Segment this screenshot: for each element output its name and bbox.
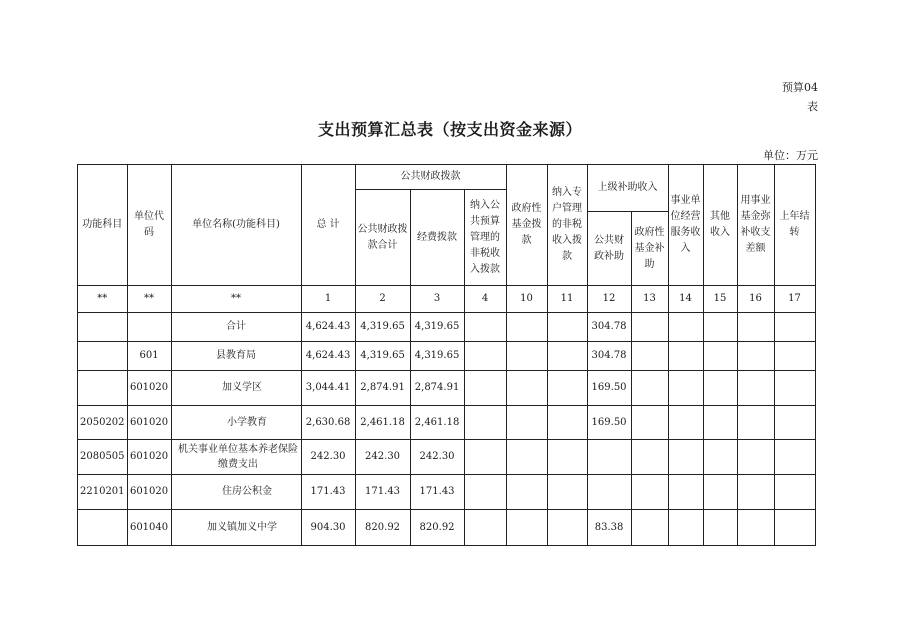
func-subject-cell: 2050202 [78, 406, 128, 440]
table-row [78, 510, 816, 546]
unit-code-cell: 601 [127, 342, 171, 371]
header-fund-balance: 用事业基金弥补收支差额 [737, 165, 774, 286]
budget-table [77, 164, 816, 546]
index-cell: 3 [410, 286, 464, 313]
header-total: 总 计 [301, 165, 355, 286]
index-cell: 1 [301, 286, 355, 313]
unit-code-cell: 601020 [127, 406, 171, 440]
unit-code-cell: 601020 [127, 475, 171, 510]
table-row [78, 440, 816, 475]
pf-subsidy-cell: 304.78 [587, 313, 631, 342]
total-cell: 3,044.41 [301, 371, 355, 406]
index-cell: 4 [464, 286, 506, 313]
pf-subsidy-cell: 169.50 [587, 406, 631, 440]
header-non-tax-in-budget: 纳入公共预算管理的非税收入拨款 [464, 190, 506, 286]
pf-total-cell: 4,319.65 [355, 313, 410, 342]
index-cell: 17 [774, 286, 815, 313]
table-row [78, 475, 816, 510]
page-title: 支出预算汇总表（按支出资金来源） [317, 120, 582, 139]
header-public-finance-group: 公共财政拨款 [355, 165, 506, 190]
index-row [78, 286, 816, 313]
unit-name-cell: 小学教育 [171, 406, 301, 440]
table-row [78, 371, 816, 406]
header-business-income: 事业单位经营服务收入 [668, 165, 703, 286]
table-row [78, 342, 816, 371]
header-public-finance-subsidy: 公共财政补助 [587, 212, 631, 286]
header-unit-name: 单位名称(功能科目) [171, 165, 301, 286]
pf-total-cell: 171.43 [355, 475, 410, 510]
total-cell: 4,624.43 [301, 342, 355, 371]
funding-cell: 2,461.18 [410, 406, 464, 440]
pf-subsidy-cell [587, 475, 631, 510]
pf-total-cell: 820.92 [355, 510, 410, 546]
unit-code-cell: 601040 [127, 510, 171, 546]
header-gov-fund-subsidy: 政府性基金补助 [631, 212, 668, 286]
form-number-line2: 表 [807, 100, 818, 113]
pf-total-cell: 2,461.18 [355, 406, 410, 440]
unit-name-cell: 县教育局 [171, 342, 301, 371]
form-number [782, 78, 818, 116]
header-unit-code: 单位代码 [127, 165, 171, 286]
func-subject-cell [78, 371, 128, 406]
unit-name-cell: 住房公积金 [171, 475, 301, 510]
total-cell: 904.30 [301, 510, 355, 546]
index-cell: 14 [668, 286, 703, 313]
pf-subsidy-cell [587, 440, 631, 475]
unit-code-cell [127, 313, 171, 342]
header-superior-subsidy-group: 上级补助收入 [587, 165, 668, 212]
header-carryover: 上年结转 [774, 165, 815, 286]
unit-code-cell: 601020 [127, 371, 171, 406]
index-cell: 12 [587, 286, 631, 313]
index-cell: ** [78, 286, 128, 313]
func-subject-cell: 2210201 [78, 475, 128, 510]
pf-total-cell: 4,319.65 [355, 342, 410, 371]
header-gov-fund: 政府性基金拨款 [506, 165, 547, 286]
unit-name-cell: 加义镇加义中学 [171, 510, 301, 546]
func-subject-cell [78, 342, 128, 371]
unit-name-cell: 机关事业单位基本养老保险缴费支出 [171, 440, 301, 475]
index-cell: 10 [506, 286, 547, 313]
funding-cell: 4,319.65 [410, 342, 464, 371]
func-subject-cell [78, 510, 128, 546]
header-other-income: 其他收入 [703, 165, 737, 286]
form-number-line1: 预算04 [782, 81, 818, 94]
pf-subsidy-cell: 304.78 [587, 342, 631, 371]
funding-cell: 820.92 [410, 510, 464, 546]
table-row [78, 313, 816, 342]
total-cell: 171.43 [301, 475, 355, 510]
funding-cell: 171.43 [410, 475, 464, 510]
index-cell: 2 [355, 286, 410, 313]
total-cell: 2,630.68 [301, 406, 355, 440]
funding-cell: 242.30 [410, 440, 464, 475]
index-cell: 11 [547, 286, 587, 313]
func-subject-cell: 2080505 [78, 440, 128, 475]
funding-cell: 2,874.91 [410, 371, 464, 406]
header-func-subject: 功能科目 [78, 165, 128, 286]
header-special-non-tax: 纳入专户管理的非税收入拨款 [547, 165, 587, 286]
index-cell: 15 [703, 286, 737, 313]
index-cell: 13 [631, 286, 668, 313]
pf-total-cell: 2,874.91 [355, 371, 410, 406]
unit-label: 单位：万元 [763, 149, 818, 162]
index-cell: ** [127, 286, 171, 313]
total-cell: 4,624.43 [301, 313, 355, 342]
index-cell: 16 [737, 286, 774, 313]
header-public-finance-total: 公共财政拨款合计 [355, 190, 410, 286]
table-row [78, 406, 816, 440]
header-funding: 经费拨款 [410, 190, 464, 286]
pf-subsidy-cell: 169.50 [587, 371, 631, 406]
total-cell: 242.30 [301, 440, 355, 475]
index-cell: ** [171, 286, 301, 313]
unit-name-cell: 加义学区 [171, 371, 301, 406]
unit-name-cell: 合计 [171, 313, 301, 342]
pf-total-cell: 242.30 [355, 440, 410, 475]
funding-cell: 4,319.65 [410, 313, 464, 342]
pf-subsidy-cell: 83.38 [587, 510, 631, 546]
func-subject-cell [78, 313, 128, 342]
unit-code-cell: 601020 [127, 440, 171, 475]
